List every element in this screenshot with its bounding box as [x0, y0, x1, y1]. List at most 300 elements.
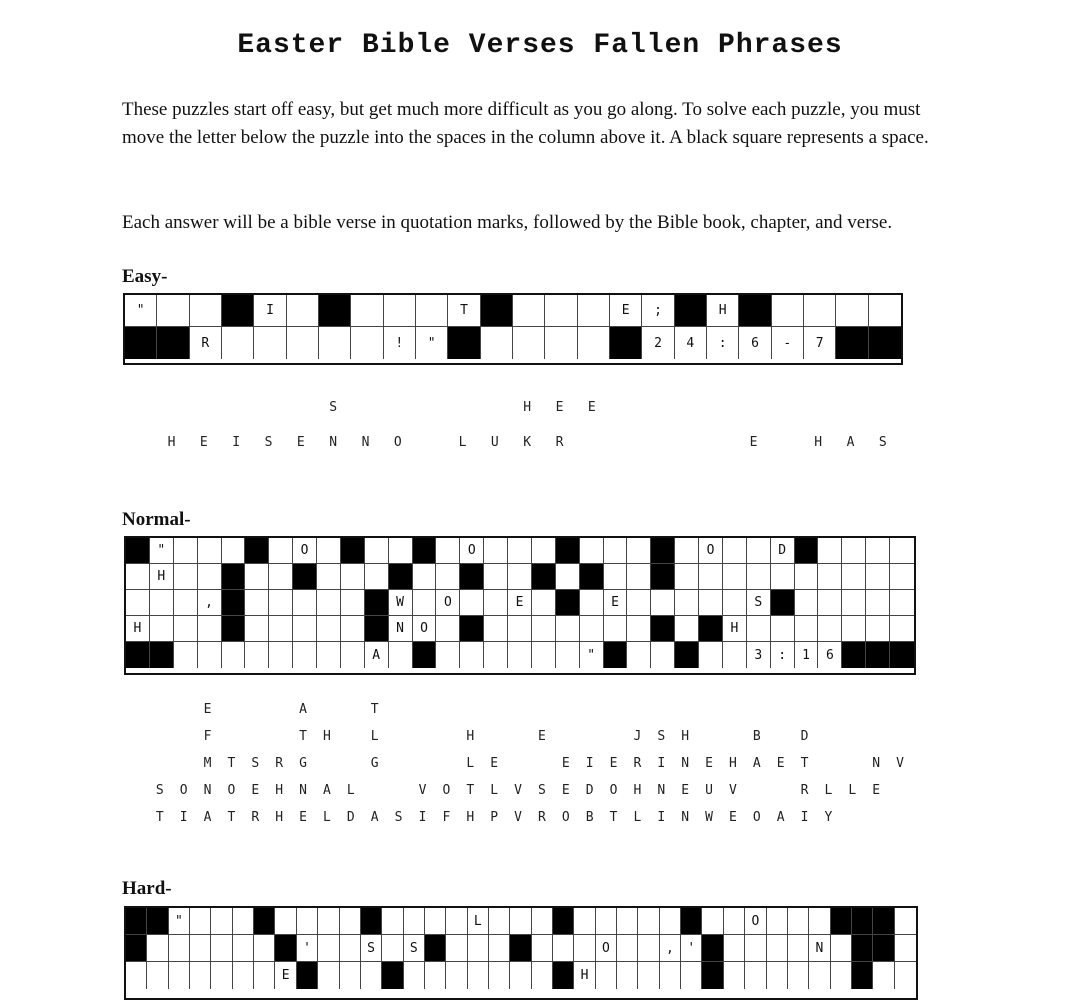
blank-cell[interactable]: [293, 616, 317, 642]
fallen-letter[interactable]: E: [490, 756, 499, 771]
blank-cell[interactable]: [723, 564, 747, 590]
fallen-letter[interactable]: V: [728, 783, 737, 798]
blank-cell[interactable]: [460, 590, 484, 616]
blank-cell[interactable]: [269, 538, 293, 564]
fallen-letter[interactable]: P: [490, 810, 499, 825]
blank-cell[interactable]: [831, 962, 852, 989]
fallen-letter[interactable]: O: [752, 810, 761, 825]
blank-cell[interactable]: [317, 564, 341, 590]
blank-cell[interactable]: [341, 642, 365, 668]
blank-cell[interactable]: [510, 962, 531, 989]
fallen-letter[interactable]: N: [872, 756, 881, 771]
blank-cell[interactable]: [675, 564, 699, 590]
blank-cell[interactable]: [532, 616, 556, 642]
blank-cell[interactable]: [873, 962, 894, 989]
blank-cell[interactable]: [382, 908, 403, 935]
fallen-letter[interactable]: U: [490, 435, 499, 450]
blank-cell[interactable]: [484, 642, 508, 668]
blank-cell[interactable]: [675, 590, 699, 616]
blank-cell[interactable]: [198, 564, 222, 590]
fallen-letter[interactable]: D: [585, 783, 594, 798]
blank-cell[interactable]: [842, 538, 866, 564]
blank-cell[interactable]: [425, 908, 446, 935]
blank-cell[interactable]: [293, 642, 317, 668]
blank-cell[interactable]: [651, 590, 675, 616]
fallen-letter[interactable]: E: [561, 756, 570, 771]
fallen-letter[interactable]: H: [681, 729, 690, 744]
blank-cell[interactable]: [269, 564, 293, 590]
blank-cell[interactable]: [484, 590, 508, 616]
blank-cell[interactable]: [169, 935, 190, 962]
fallen-letter[interactable]: V: [514, 810, 522, 825]
blank-cell[interactable]: [788, 935, 809, 962]
fallen-letter[interactable]: S: [155, 783, 164, 798]
blank-cell[interactable]: [317, 538, 341, 564]
blank-cell[interactable]: [341, 616, 365, 642]
blank-cell[interactable]: [254, 935, 275, 962]
blank-cell[interactable]: [580, 616, 604, 642]
blank-cell[interactable]: [384, 295, 416, 327]
fallen-letter[interactable]: R: [633, 756, 642, 771]
blank-cell[interactable]: [596, 908, 617, 935]
fallen-letter[interactable]: L: [633, 810, 642, 825]
fallen-letter[interactable]: L: [824, 783, 833, 798]
fallen-letter[interactable]: L: [370, 729, 379, 744]
fallen-letter[interactable]: N: [203, 783, 212, 798]
blank-cell[interactable]: [340, 935, 361, 962]
blank-cell[interactable]: [675, 538, 699, 564]
fallen-letter[interactable]: I: [585, 756, 594, 771]
fallen-letter[interactable]: E: [296, 435, 305, 450]
fallen-letter[interactable]: T: [299, 729, 307, 744]
fallen-letter[interactable]: A: [776, 810, 785, 825]
blank-cell[interactable]: [436, 564, 460, 590]
fallen-letter[interactable]: A: [846, 435, 855, 450]
blank-cell[interactable]: [532, 538, 556, 564]
blank-cell[interactable]: [287, 295, 319, 327]
blank-cell[interactable]: [341, 564, 365, 590]
blank-cell[interactable]: [297, 908, 318, 935]
blank-cell[interactable]: [481, 327, 513, 359]
blank-cell[interactable]: [489, 962, 510, 989]
fallen-letter[interactable]: E: [537, 729, 546, 744]
fallen-letter[interactable]: J: [633, 729, 642, 744]
blank-cell[interactable]: [190, 295, 222, 327]
blank-cell[interactable]: [831, 935, 852, 962]
blank-cell[interactable]: [389, 538, 413, 564]
fallen-letter[interactable]: S: [394, 810, 403, 825]
fallen-letter[interactable]: H: [728, 756, 737, 771]
fallen-letter[interactable]: L: [490, 783, 499, 798]
fallen-letter[interactable]: E: [872, 783, 881, 798]
blank-cell[interactable]: [436, 642, 460, 668]
blank-cell[interactable]: [580, 590, 604, 616]
blank-cell[interactable]: [574, 935, 595, 962]
blank-cell[interactable]: [578, 295, 610, 327]
fallen-letter[interactable]: S: [264, 435, 273, 450]
blank-cell[interactable]: [150, 590, 174, 616]
blank-cell[interactable]: [317, 642, 341, 668]
blank-cell[interactable]: [489, 908, 510, 935]
blank-cell[interactable]: [747, 616, 771, 642]
blank-cell[interactable]: [532, 935, 553, 962]
fallen-letter[interactable]: V: [896, 756, 904, 771]
blank-cell[interactable]: [484, 564, 508, 590]
blank-cell[interactable]: [895, 908, 916, 935]
fallen-letter[interactable]: F: [442, 810, 451, 825]
fallen-letter[interactable]: E: [776, 756, 785, 771]
fallen-letter[interactable]: T: [609, 810, 618, 825]
blank-cell[interactable]: [513, 295, 545, 327]
blank-cell[interactable]: [580, 538, 604, 564]
blank-cell[interactable]: [890, 564, 914, 590]
blank-cell[interactable]: [436, 538, 460, 564]
blank-cell[interactable]: [190, 962, 211, 989]
blank-cell[interactable]: [361, 962, 382, 989]
fallen-letter[interactable]: I: [657, 810, 666, 825]
blank-cell[interactable]: [222, 538, 246, 564]
fallen-letter[interactable]: T: [466, 783, 475, 798]
fallen-letter[interactable]: R: [275, 756, 284, 771]
fallen-letter[interactable]: E: [749, 435, 758, 450]
blank-cell[interactable]: [723, 642, 747, 668]
blank-cell[interactable]: [842, 616, 866, 642]
blank-cell[interactable]: [174, 538, 198, 564]
blank-cell[interactable]: [771, 564, 795, 590]
blank-cell[interactable]: [532, 908, 553, 935]
blank-cell[interactable]: [866, 564, 890, 590]
fallen-letter[interactable]: T: [155, 810, 164, 825]
blank-cell[interactable]: [513, 327, 545, 359]
blank-cell[interactable]: [836, 295, 868, 327]
fallen-letter[interactable]: B: [752, 729, 761, 744]
blank-cell[interactable]: [660, 908, 681, 935]
fallen-letter[interactable]: R: [555, 435, 564, 450]
blank-cell[interactable]: [795, 590, 819, 616]
fallen-letter[interactable]: B: [585, 810, 594, 825]
blank-cell[interactable]: [532, 962, 553, 989]
fallen-letter[interactable]: N: [681, 756, 690, 771]
blank-cell[interactable]: [233, 935, 254, 962]
blank-cell[interactable]: [818, 590, 842, 616]
blank-cell[interactable]: [745, 962, 766, 989]
blank-cell[interactable]: [895, 962, 916, 989]
blank-cell[interactable]: [842, 564, 866, 590]
fallen-letter[interactable]: I: [179, 810, 188, 825]
blank-cell[interactable]: [890, 590, 914, 616]
blank-cell[interactable]: [795, 564, 819, 590]
blank-cell[interactable]: [574, 908, 595, 935]
blank-cell[interactable]: [699, 590, 723, 616]
fallen-letter[interactable]: O: [561, 810, 570, 825]
blank-cell[interactable]: [724, 935, 745, 962]
blank-cell[interactable]: [771, 616, 795, 642]
blank-cell[interactable]: [436, 616, 460, 642]
blank-cell[interactable]: [389, 642, 413, 668]
blank-cell[interactable]: [211, 962, 232, 989]
blank-cell[interactable]: [724, 962, 745, 989]
blank-cell[interactable]: [318, 935, 339, 962]
fallen-letter[interactable]: W: [705, 810, 713, 825]
blank-cell[interactable]: [772, 295, 804, 327]
fallen-letter[interactable]: A: [323, 783, 331, 798]
blank-cell[interactable]: [747, 564, 771, 590]
fallen-letter[interactable]: F: [203, 729, 212, 744]
blank-cell[interactable]: [556, 642, 580, 668]
blank-cell[interactable]: [254, 962, 275, 989]
blank-cell[interactable]: [532, 590, 556, 616]
blank-cell[interactable]: [233, 962, 254, 989]
blank-cell[interactable]: [404, 908, 425, 935]
blank-cell[interactable]: [627, 616, 651, 642]
blank-cell[interactable]: [627, 642, 651, 668]
blank-cell[interactable]: [745, 935, 766, 962]
blank-cell[interactable]: [269, 590, 293, 616]
blank-cell[interactable]: [627, 590, 651, 616]
blank-cell[interactable]: [484, 616, 508, 642]
blank-cell[interactable]: [198, 616, 222, 642]
blank-cell[interactable]: [413, 564, 437, 590]
fallen-letter[interactable]: S: [329, 400, 338, 415]
blank-cell[interactable]: [842, 590, 866, 616]
fallen-letter[interactable]: V: [514, 783, 522, 798]
fallen-letter[interactable]: A: [370, 810, 379, 825]
fallen-letter[interactable]: G: [299, 756, 307, 771]
fallen-letter[interactable]: N: [657, 783, 666, 798]
blank-cell[interactable]: [198, 538, 222, 564]
fallen-letter[interactable]: N: [361, 435, 370, 450]
blank-cell[interactable]: [890, 616, 914, 642]
fallen-letter[interactable]: L: [323, 810, 331, 825]
blank-cell[interactable]: [675, 616, 699, 642]
fallen-letter[interactable]: E: [555, 400, 564, 415]
blank-cell[interactable]: [317, 590, 341, 616]
fallen-letter[interactable]: E: [728, 810, 737, 825]
blank-cell[interactable]: [468, 935, 489, 962]
blank-cell[interactable]: [147, 962, 168, 989]
blank-cell[interactable]: [484, 538, 508, 564]
blank-cell[interactable]: [809, 908, 830, 935]
blank-cell[interactable]: [866, 616, 890, 642]
blank-cell[interactable]: [604, 616, 628, 642]
blank-cell[interactable]: [157, 295, 189, 327]
blank-cell[interactable]: [254, 327, 286, 359]
blank-cell[interactable]: [317, 616, 341, 642]
blank-cell[interactable]: [126, 590, 150, 616]
blank-cell[interactable]: [767, 908, 788, 935]
blank-cell[interactable]: [809, 962, 830, 989]
blank-cell[interactable]: [351, 295, 383, 327]
blank-cell[interactable]: [545, 327, 577, 359]
fallen-letter[interactable]: N: [329, 435, 338, 450]
fallen-letter[interactable]: O: [179, 783, 188, 798]
fallen-letter[interactable]: I: [232, 435, 241, 450]
blank-cell[interactable]: [318, 962, 339, 989]
fallen-letter[interactable]: L: [466, 756, 475, 771]
fallen-letter[interactable]: H: [814, 435, 823, 450]
blank-cell[interactable]: [211, 935, 232, 962]
fallen-letter[interactable]: I: [800, 810, 809, 825]
blank-cell[interactable]: [190, 935, 211, 962]
blank-cell[interactable]: [318, 908, 339, 935]
fallen-letter[interactable]: A: [203, 810, 212, 825]
blank-cell[interactable]: [341, 590, 365, 616]
blank-cell[interactable]: [767, 962, 788, 989]
blank-cell[interactable]: [126, 962, 147, 989]
blank-cell[interactable]: [795, 616, 819, 642]
blank-cell[interactable]: [404, 962, 425, 989]
blank-cell[interactable]: [174, 642, 198, 668]
blank-cell[interactable]: [382, 935, 403, 962]
fallen-letter[interactable]: S: [251, 756, 260, 771]
blank-cell[interactable]: [269, 642, 293, 668]
blank-cell[interactable]: [198, 642, 222, 668]
fallen-letter[interactable]: T: [227, 756, 236, 771]
blank-cell[interactable]: [596, 962, 617, 989]
blank-cell[interactable]: [319, 327, 351, 359]
blank-cell[interactable]: [211, 908, 232, 935]
fallen-letter[interactable]: M: [203, 756, 212, 771]
fallen-letter[interactable]: A: [299, 702, 307, 717]
blank-cell[interactable]: [788, 962, 809, 989]
fallen-letter[interactable]: E: [299, 810, 307, 825]
blank-cell[interactable]: [365, 538, 389, 564]
blank-cell[interactable]: [150, 616, 174, 642]
blank-cell[interactable]: [818, 538, 842, 564]
fallen-letter[interactable]: E: [199, 435, 208, 450]
blank-cell[interactable]: [169, 962, 190, 989]
blank-cell[interactable]: [287, 327, 319, 359]
blank-cell[interactable]: [890, 538, 914, 564]
fallen-letter[interactable]: E: [587, 400, 596, 415]
blank-cell[interactable]: [510, 908, 531, 935]
blank-cell[interactable]: [222, 642, 246, 668]
fallen-letter[interactable]: T: [370, 702, 379, 717]
fallen-letter[interactable]: O: [442, 783, 451, 798]
fallen-letter[interactable]: N: [681, 810, 690, 825]
blank-cell[interactable]: [723, 538, 747, 564]
fallen-letter[interactable]: E: [609, 756, 618, 771]
blank-cell[interactable]: [699, 564, 723, 590]
fallen-letter[interactable]: N: [299, 783, 307, 798]
blank-cell[interactable]: [866, 538, 890, 564]
fallen-letter[interactable]: E: [681, 783, 690, 798]
fallen-letter[interactable]: E: [561, 783, 570, 798]
blank-cell[interactable]: [508, 538, 532, 564]
fallen-letter[interactable]: S: [657, 729, 666, 744]
blank-cell[interactable]: [702, 908, 723, 935]
blank-cell[interactable]: [724, 908, 745, 935]
fallen-letter[interactable]: E: [203, 702, 212, 717]
fallen-letter[interactable]: O: [227, 783, 236, 798]
fallen-letter[interactable]: H: [523, 400, 532, 415]
blank-cell[interactable]: [508, 616, 532, 642]
fallen-letter[interactable]: K: [523, 435, 532, 450]
blank-cell[interactable]: [222, 327, 254, 359]
blank-cell[interactable]: [293, 590, 317, 616]
blank-cell[interactable]: [747, 538, 771, 564]
blank-cell[interactable]: [174, 616, 198, 642]
blank-cell[interactable]: [174, 590, 198, 616]
blank-cell[interactable]: [866, 590, 890, 616]
blank-cell[interactable]: [545, 295, 577, 327]
fallen-letter[interactable]: R: [537, 810, 546, 825]
blank-cell[interactable]: [233, 908, 254, 935]
blank-cell[interactable]: [275, 908, 296, 935]
fallen-letter[interactable]: V: [418, 783, 427, 798]
blank-cell[interactable]: [651, 642, 675, 668]
fallen-letter[interactable]: H: [466, 729, 475, 744]
fallen-letter[interactable]: E: [251, 783, 260, 798]
blank-cell[interactable]: [617, 908, 638, 935]
blank-cell[interactable]: [617, 935, 638, 962]
blank-cell[interactable]: [413, 590, 437, 616]
blank-cell[interactable]: [340, 962, 361, 989]
blank-cell[interactable]: [269, 616, 293, 642]
blank-cell[interactable]: [723, 590, 747, 616]
blank-cell[interactable]: [147, 935, 168, 962]
fallen-letter[interactable]: A: [752, 756, 761, 771]
blank-cell[interactable]: [818, 564, 842, 590]
fallen-letter[interactable]: H: [633, 783, 642, 798]
blank-cell[interactable]: [895, 935, 916, 962]
blank-cell[interactable]: [245, 590, 269, 616]
blank-cell[interactable]: [660, 962, 681, 989]
fallen-letter[interactable]: L: [458, 435, 467, 450]
fallen-letter[interactable]: U: [705, 783, 713, 798]
fallen-letter[interactable]: H: [167, 435, 176, 450]
fallen-letter[interactable]: T: [227, 810, 236, 825]
blank-cell[interactable]: [681, 962, 702, 989]
blank-cell[interactable]: [489, 935, 510, 962]
blank-cell[interactable]: [532, 642, 556, 668]
blank-cell[interactable]: [604, 538, 628, 564]
blank-cell[interactable]: [604, 564, 628, 590]
fallen-letter[interactable]: I: [657, 756, 666, 771]
blank-cell[interactable]: [869, 295, 901, 327]
fallen-letter[interactable]: T: [800, 756, 809, 771]
blank-cell[interactable]: [190, 908, 211, 935]
fallen-letter[interactable]: H: [323, 729, 331, 744]
fallen-letter[interactable]: O: [609, 783, 618, 798]
fallen-letter[interactable]: D: [800, 729, 809, 744]
blank-cell[interactable]: [446, 908, 467, 935]
blank-cell[interactable]: [245, 564, 269, 590]
fallen-letter[interactable]: R: [251, 810, 260, 825]
blank-cell[interactable]: [578, 327, 610, 359]
fallen-letter[interactable]: S: [537, 783, 546, 798]
blank-cell[interactable]: [245, 616, 269, 642]
fallen-letter[interactable]: G: [370, 756, 379, 771]
blank-cell[interactable]: [446, 935, 467, 962]
fallen-letter[interactable]: H: [275, 783, 284, 798]
fallen-letter[interactable]: S: [878, 435, 887, 450]
blank-cell[interactable]: [425, 962, 446, 989]
blank-cell[interactable]: [627, 538, 651, 564]
fallen-letter[interactable]: I: [418, 810, 427, 825]
blank-cell[interactable]: [699, 642, 723, 668]
fallen-letter[interactable]: H: [275, 810, 284, 825]
blank-cell[interactable]: [416, 295, 448, 327]
blank-cell[interactable]: [818, 616, 842, 642]
blank-cell[interactable]: [556, 616, 580, 642]
blank-cell[interactable]: [468, 962, 489, 989]
blank-cell[interactable]: [365, 564, 389, 590]
blank-cell[interactable]: [553, 935, 574, 962]
fallen-letter[interactable]: R: [800, 783, 809, 798]
fallen-letter[interactable]: D: [346, 810, 355, 825]
blank-cell[interactable]: [638, 935, 659, 962]
